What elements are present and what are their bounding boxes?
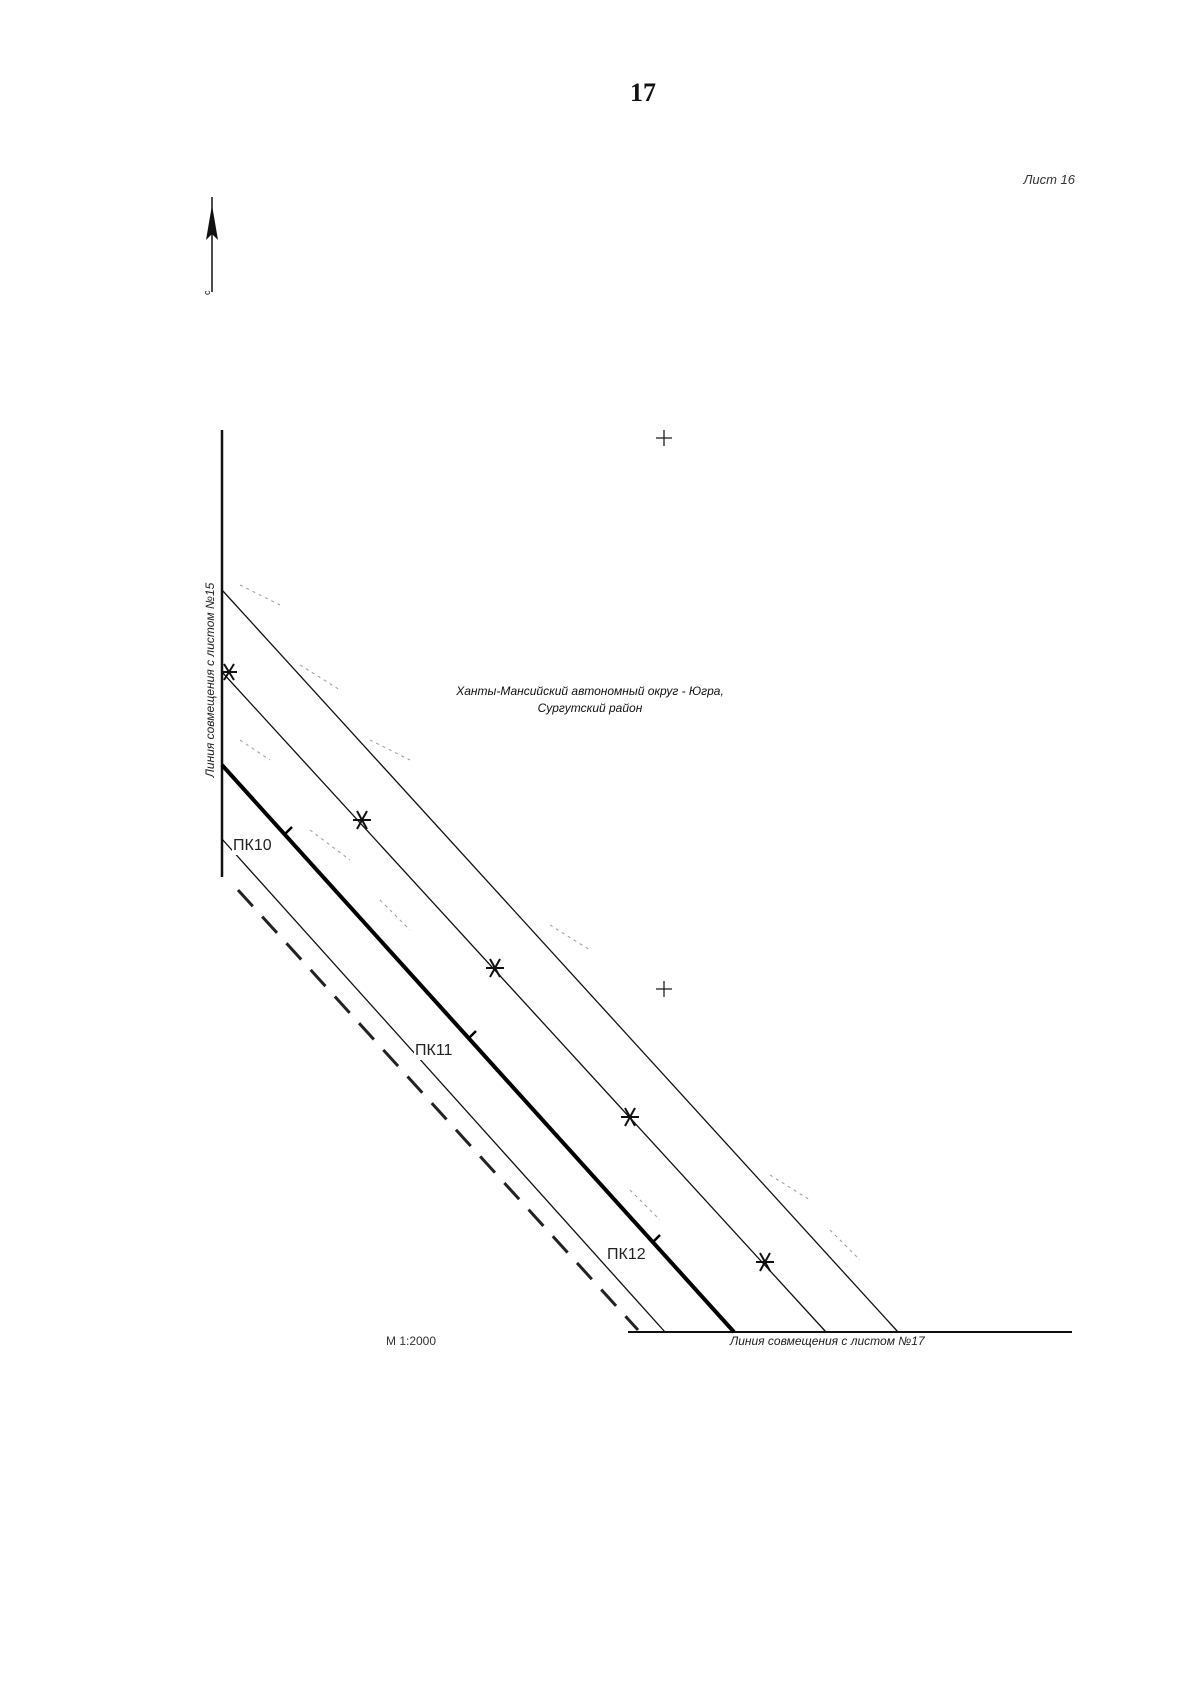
region-label <box>400 683 780 717</box>
survey-marker-icons <box>221 664 774 1271</box>
grid-cross-icon <box>656 430 672 446</box>
dashed-boundary-line <box>238 890 638 1330</box>
picket-label-pk11: ПК11 <box>415 1042 453 1059</box>
north-arrow-letter: с <box>202 290 212 295</box>
left-match-line-label: Линия совмещения с листом №15 <box>203 582 217 778</box>
scale-label: М 1:2000 <box>386 1334 437 1348</box>
north-arrow-icon <box>202 197 218 295</box>
picket-label-pk12: ПК12 <box>607 1246 646 1263</box>
axis-line <box>222 765 734 1332</box>
page-number: 17 <box>630 78 656 107</box>
boundary-line-3 <box>222 839 665 1332</box>
survey-marker-icon <box>486 959 504 977</box>
survey-marker-icon <box>221 664 237 680</box>
picket-ticks <box>284 827 660 1243</box>
grid-cross-icon <box>656 981 672 997</box>
picket-label-pk10: ПК10 <box>233 837 272 854</box>
sheet-label: Лист 16 <box>1023 172 1075 187</box>
survey-marker-icon <box>756 1253 774 1271</box>
survey-marker-icon <box>353 811 371 829</box>
region-label-line1: Ханты-Мансийский автономный округ - Югра, <box>456 684 724 698</box>
region-label-line2: Сургутский район <box>537 701 643 715</box>
bottom-match-line-label: Линия совмещения с листом №17 <box>730 1334 925 1348</box>
boundary-line-2 <box>222 672 826 1332</box>
